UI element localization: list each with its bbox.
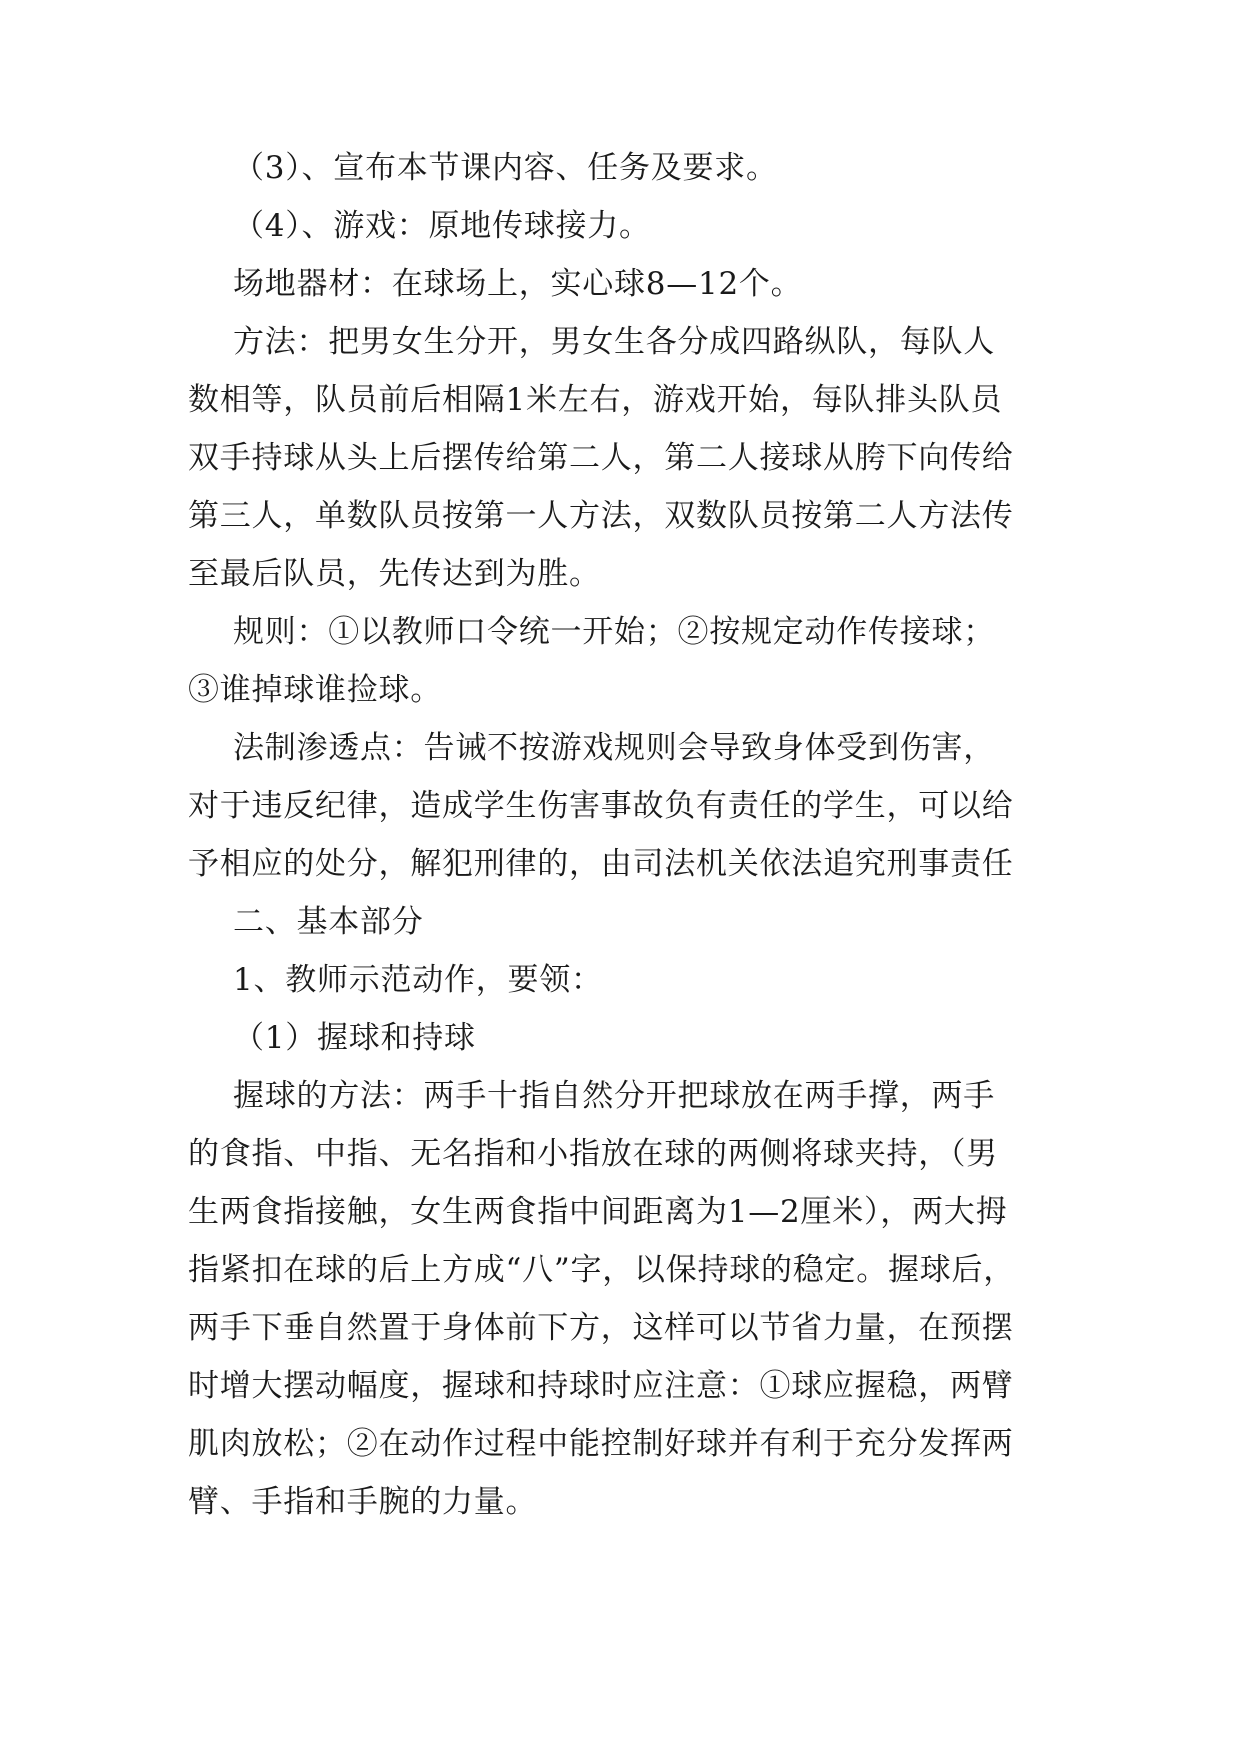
section-heading: 二、基本部分 — [233, 904, 424, 940]
text-line-5: 数相等，队员前后相隔1米左右，游戏开始，每队排头队员 — [188, 382, 1003, 418]
text-line-6: 双手持球从头上后摆传给第二人，第二人接球从胯下向传给 — [188, 440, 1014, 476]
text-line-18: 的食指、中指、无名指和小指放在球的两侧将球夹持，（男 — [188, 1136, 998, 1172]
text-line-4: 方法：把男女生分开，男女生各分成四路纵队，每队人 — [233, 324, 995, 360]
text-line-21: 两手下垂自然置于身体前下方，这样可以节省力量，在预摆 — [188, 1310, 1014, 1346]
text-line-15: 1、教师示范动作，要领： — [233, 962, 603, 998]
subsection-heading: （1）握球和持球 — [233, 1020, 476, 1056]
text-line-19: 生两食指接触，女生两食指中间距离为1—2厘米），两大拇 — [188, 1194, 1008, 1230]
text-line-1: （3）、宣布本节课内容、任务及要求。 — [233, 150, 778, 186]
text-line-23: 肌肉放松；②在动作过程中能控制好球并有利于充分发挥两 — [188, 1426, 1014, 1462]
text-line-22: 时增大摆动幅度，握球和持球时应注意：①球应握稳，两臂 — [188, 1368, 1014, 1404]
text-line-8: 至最后队员，先传达到为胜。 — [188, 556, 601, 592]
text-line-13: 予相应的处分，解犯刑律的，由司法机关依法追究刑事责任 — [188, 846, 1014, 882]
text-line-2: （4）、游戏：原地传球接力。 — [233, 208, 651, 244]
text-line-17: 握球的方法：两手十指自然分开把球放在两手撑，两手 — [233, 1078, 995, 1114]
text-line-24: 臂、手指和手腕的力量。 — [188, 1484, 538, 1520]
text-line-12: 对于违反纪律，造成学生伤害事故负有责任的学生，可以给 — [188, 788, 1014, 824]
text-line-7: 第三人，单数队员按第一人方法，双数队员按第二人方法传 — [188, 498, 1014, 534]
text-line-11: 法制渗透点：告诫不按游戏规则会导致身体受到伤害， — [233, 730, 995, 766]
text-line-9: 规则：①以教师口令统一开始；②按规定动作传接球； — [233, 614, 995, 650]
text-line-10: ③谁掉球谁捡球。 — [188, 672, 442, 708]
text-line-3: 场地器材：在球场上，实心球8—12个。 — [233, 266, 803, 302]
text-line-20: 指紧扣在球的后上方成“八”字，以保持球的稳定。握球后， — [188, 1252, 1015, 1288]
